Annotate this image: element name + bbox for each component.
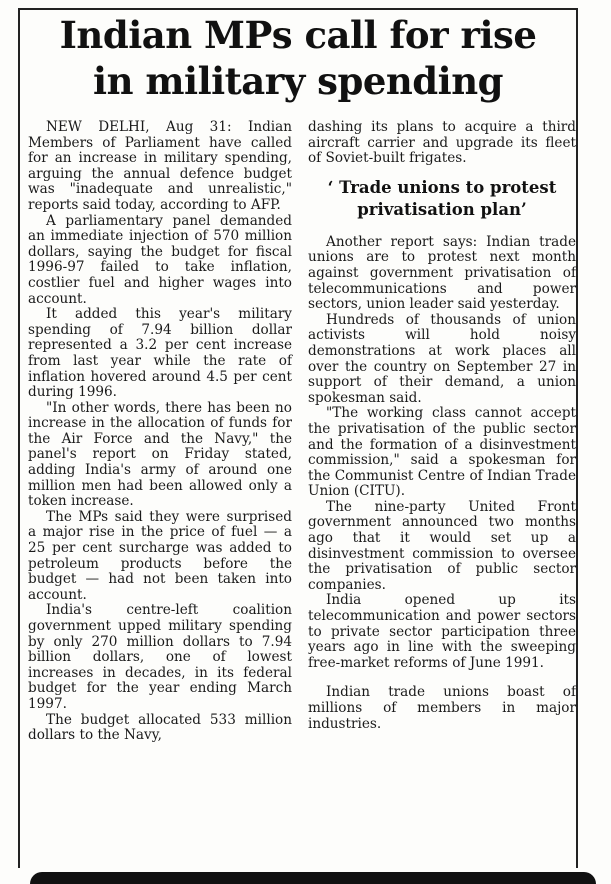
headline-line-1: Indian MPs call for rise <box>59 13 537 57</box>
body-paragraph: A parliamentary panel demanded an immediate injection of 570 million dollars, saying the budget for fiscal 1996-97 failed to take inflation, costlier fuel and higher wages into account. <box>28 212 292 307</box>
body-paragraph: Hundreds of thousands of union activists will hold noisy demonstrations at work places all over the country on September 27 in support of their demand, a union spokesman said. <box>308 311 576 406</box>
body-paragraph: The budget allocated 533 million dollars to the Navy, <box>28 711 292 744</box>
body-paragraph: India's centre-left coalition government upped military spending by only 270 million dollars to 7.94 billion dollars, one of lowest increases in decades, in its federal budget for the year ending March 1997. <box>28 602 292 712</box>
left-column <box>28 120 292 744</box>
body-paragraph: India opened up its telecommunication and power sectors to private sector participation three years ago in line with the sweeping free-market reforms of June 1991. <box>308 592 576 671</box>
body-paragraph: Another report says: Indian trade unions are to protest next month against government privatisation of telecommunications and power sectors, union leader said yesterday. <box>308 233 576 313</box>
body-paragraph: The MPs said they were surprised a major rise in the price of fuel — a 25 per cent surcharge was added to petroleum products before the budget — had not been taken into account. <box>28 508 292 603</box>
continued-paragraph: dashing its plans to acquire a third aircraft carrier and upgrade its fleet of Soviet-built frigates. <box>308 119 576 167</box>
left-border-rule <box>18 8 20 868</box>
body-paragraph: NEW DELHI, Aug 31: Indian Members of Parliament have called for an increase in military spending, arguing the annual defence budget was "inadequate and unrealistic," reports said today, according to AFP. <box>28 119 292 213</box>
right-border-rule <box>576 8 578 868</box>
body-paragraph: The nine-party United Front government announced two months ago that it would set up a disinvestment commission to oversee the privatisation of public sector companies. <box>308 498 576 593</box>
body-paragraph: It added this year's military spending of 7.94 billion dollar represented a 3.2 per cent increase from last year while the rate of inflation hovered around 4.5 per cent during 1996. <box>28 306 292 401</box>
body-paragraph: "In other words, there has been no increase in the allocation of funds for the Air Force and the Navy," the panel's report on Friday stated, adding India's army of around one million men had been allowed only a token increase. <box>28 399 292 510</box>
right-column <box>308 120 576 732</box>
next-article-header-bar <box>30 872 596 884</box>
body-paragraph: "The working class cannot accept the privatisation of the public sector and the formation of a disinvestment commission," said a spokesman for the Communist Centre of Indian Trade Union (CITU). <box>308 405 576 500</box>
top-border-rule <box>18 8 578 10</box>
subheadline: ‘ Trade unions to protest privatisation plan’ <box>327 177 557 219</box>
headline <box>20 12 576 104</box>
closing-paragraph: Indian trade unions boast of millions of members in major industries. <box>308 684 576 732</box>
headline-line-2: in military spending <box>93 59 503 103</box>
